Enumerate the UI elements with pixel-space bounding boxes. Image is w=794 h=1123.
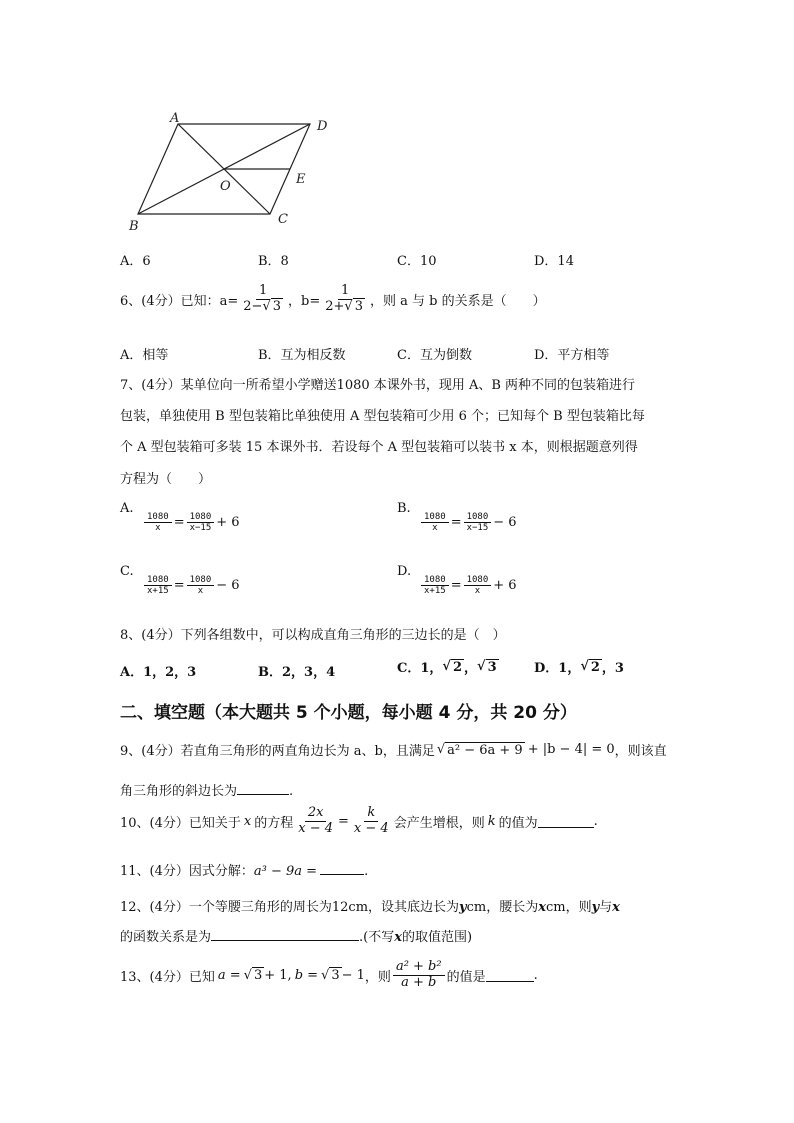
q8-option-c: C．1， √ 2 ， √ 3 <box>397 659 497 676</box>
q12-line1-text: 12、(4分）一个等腰三角形的周长为12cm，设其底边长为 <box>120 900 460 915</box>
q9-radicand: a² − 6a + 9 <box>447 742 523 758</box>
label-d: D <box>317 119 328 134</box>
label-o: O <box>220 179 231 194</box>
q9-line-1: 9、(4分）若直角三角形的两直角边长为 a、b，且满足 √ a² − 6a + 9 + |b − 4| = 0 ，则该直 <box>120 742 667 759</box>
q11-end: . <box>364 864 369 879</box>
q10-den2: x − 4 <box>353 820 389 836</box>
q8-c-sep: ， <box>464 661 478 676</box>
q11-answer-blank[interactable] <box>320 862 364 875</box>
q9-abs: + |b − 4| = 0 <box>527 742 615 757</box>
q6-option-c: C．互为倒数 <box>397 348 472 363</box>
q7-c-l-num: 1080 <box>144 575 172 586</box>
q7-d-frac-right <box>464 575 492 597</box>
q8-option-b: B．2，3，4 <box>258 665 336 680</box>
q8-stem: 8、(4分）下列各组数中，可以构成直角三角形的三边长的是（ ） <box>120 628 506 643</box>
q6-option-d: D．平方相等 <box>534 348 610 363</box>
q10-stem <box>120 806 598 837</box>
parallelogram-figure <box>120 108 340 238</box>
q9-post: ，则该直 <box>614 744 667 759</box>
q8-d-sqrt2: 2 <box>590 659 600 675</box>
q13-fraction <box>393 960 445 991</box>
q6-a-den-int: 2− <box>243 298 263 314</box>
question-6-stem <box>120 284 546 315</box>
q12-line-1 <box>120 896 620 915</box>
q10-num2: k <box>364 806 378 822</box>
q8-d-tail: ，3 <box>601 661 624 676</box>
q13-stem: 13、(4分）已知 a = √ 3 + 1, b = √ 3 − 1 ，则 $\frac{\text{a² + b²}}{a + b}$ 的值是 . <box>120 959 538 990</box>
q9-end: . <box>289 784 294 799</box>
q7-b-eq: = <box>450 515 462 531</box>
q7-c-eq: = <box>173 578 185 594</box>
label-a: A <box>170 111 180 126</box>
q10-pre: 10、(4分）已知关于 <box>120 815 241 831</box>
q13-mid: ，则 <box>364 969 391 985</box>
q7-d-tail: + 6 <box>493 578 517 594</box>
q7-line-2: 包装，单独使用 B 型包装箱比单独使用 A 型包装箱可少用 6 个；已知每个 B 型包装箱比每 <box>120 409 645 424</box>
q13-cond-a: a = <box>217 967 241 983</box>
q6-prefix: 6、(4分）已知：a= <box>120 293 239 309</box>
q12-answer-blank[interactable] <box>211 928 359 941</box>
q12-x2: x <box>612 900 620 915</box>
q7-option-a-equation <box>142 512 240 534</box>
q13-den: a + b <box>401 974 437 990</box>
q7-a-tail: + 6 <box>216 515 240 531</box>
q10-den1: x − 4 <box>298 820 334 836</box>
q5-option-c: C．10 <box>397 254 437 269</box>
q8-option-d: D．1， √ 2 ，3 <box>534 659 624 676</box>
q9-answer-blank[interactable] <box>237 782 289 795</box>
q6-fraction-a <box>240 284 286 315</box>
q7-line-3: 个 A 型包装箱可多装 15 本课外书．若设每个 A 型包装箱可以装书 x 本，则根据题意列得 <box>120 440 638 455</box>
q7-line-1: 7、(4分）某单位向一所希望小学赠送1080 本课外书，现用 A、B 两种不同的包装箱进行 <box>120 378 636 393</box>
q7-b-frac-left <box>421 512 449 534</box>
q7-d-eq: = <box>450 578 462 594</box>
q7-c-l-den: x+15 <box>147 586 169 597</box>
q12-line2-tail: 的取值范围) <box>402 930 473 945</box>
q13-post: 的值是 <box>446 969 486 985</box>
q6-a-radicand: 3 <box>272 298 282 314</box>
q6-b-eq: ，b= <box>288 293 321 309</box>
q7-option-b-equation <box>419 512 517 534</box>
q7-option-b-label: B. <box>397 501 411 516</box>
q7-b-l-num: 1080 <box>421 512 449 523</box>
q13-minus1: − 1 <box>341 967 365 983</box>
q10-eq: = <box>338 813 349 829</box>
q6-a-den: 2−√ 3 <box>243 298 282 314</box>
q7-b-r-num: 1080 <box>464 512 492 523</box>
q6-fraction-b <box>322 284 368 315</box>
q13-a-radicand: 3 <box>253 968 263 984</box>
q10-fraction-right <box>351 806 392 837</box>
q12-and: 与 <box>599 900 613 915</box>
q12-x3: x <box>394 930 402 945</box>
q7-line-4: 方程为（ ） <box>120 472 212 487</box>
q7-a-eq: = <box>173 515 185 531</box>
q7-c-frac-right <box>187 575 215 597</box>
q5-option-b: B．8 <box>258 254 289 269</box>
q7-option-c-equation <box>142 575 240 597</box>
q7-a-r-num: 1080 <box>187 512 215 523</box>
q12-line2-text: 的函数关系是为 <box>120 930 212 945</box>
q7-option-c-label: C. <box>120 564 134 579</box>
q7-d-r-den: x <box>474 586 481 597</box>
q7-c-frac-left <box>144 575 172 597</box>
q7-c-r-den: x <box>197 586 204 597</box>
q12-y: y <box>459 900 467 915</box>
q8-d-pre: D．1， <box>534 661 581 676</box>
q7-option-d-equation <box>419 575 517 597</box>
q7-a-r-den: x−15 <box>189 523 212 534</box>
q7-c-r-num: 1080 <box>187 575 215 586</box>
q10-k: k <box>487 813 496 829</box>
q7-d-l-num: 1080 <box>421 575 449 586</box>
q12-cm1: cm，腰长为 <box>466 900 539 915</box>
q10-end: . <box>593 813 598 829</box>
q6-b-den: 2+√ 3 <box>325 298 363 314</box>
q8-c-sqrt3: 3 <box>487 659 497 675</box>
q7-a-frac-left <box>144 512 172 534</box>
q11-expr: a³ − 9a = <box>253 864 318 879</box>
q10-num1: 2x <box>305 806 327 822</box>
q7-option-a-label: A. <box>120 501 134 516</box>
q7-d-r-num: 1080 <box>464 575 492 586</box>
q12-y2: y <box>591 900 600 915</box>
q7-option-d-label: D. <box>397 564 412 579</box>
q7-a-frac-right <box>187 512 215 534</box>
q7-c-tail: − 6 <box>216 578 240 594</box>
q12-line-2 <box>120 926 472 945</box>
q11-stem <box>120 860 368 879</box>
q8-c-pre: C．1， <box>397 661 443 676</box>
q10-post2: 的值为 <box>498 815 538 831</box>
q7-a-l-den: x <box>155 523 161 534</box>
q7-d-frac-left <box>421 575 449 597</box>
q6-b-den-int: 2+ <box>325 298 345 314</box>
q6-option-a: A．相等 <box>120 348 169 363</box>
section-2-title: 二、填空题（本大题共 5 个小题，每小题 4 分，共 20 分） <box>120 703 577 723</box>
q9-line2-text: 角三角形的斜边长为 <box>120 784 238 799</box>
q9-line-2 <box>120 780 293 799</box>
q6-option-b: B．互为相反数 <box>258 348 346 363</box>
q7-b-frac-right <box>464 512 492 534</box>
q7-b-l-den: x <box>432 523 438 534</box>
q8-option-a: A．1，2，3 <box>120 665 197 680</box>
q11-pre: 11、(4分）因式分解： <box>120 864 254 879</box>
q9-pre: 9、(4分）若直角三角形的两直角边长为 a、b，且满足 <box>120 744 435 759</box>
q6-b-radicand: 3 <box>354 298 363 314</box>
q13-pre: 13、(4分）已知 <box>120 969 215 985</box>
label-e: E <box>296 172 306 187</box>
label-c: C <box>278 212 288 227</box>
q10-answer-blank[interactable] <box>538 815 594 828</box>
q10-fraction-left <box>295 806 336 837</box>
q5-option-a: A．6 <box>120 254 151 269</box>
label-b: B <box>129 219 139 234</box>
q5-option-d: D．14 <box>534 254 574 269</box>
q12-x: x <box>538 900 546 915</box>
q8-c-sqrt2: 2 <box>452 659 462 675</box>
q13-cond-b: b = <box>294 967 319 983</box>
q7-d-l-den: x+15 <box>424 586 446 597</box>
q12-line2-end: .(不写 <box>359 930 395 945</box>
q13-answer-blank[interactable] <box>486 969 534 982</box>
q12-cm2: cm，则 <box>545 900 592 915</box>
q13-num: a² + b² <box>393 960 445 976</box>
q13-b-radicand: 3 <box>331 968 340 984</box>
q7-b-tail: − 6 <box>493 515 517 531</box>
q10-x: x <box>243 813 252 829</box>
q7-a-l-num: 1080 <box>144 512 172 523</box>
q6-suffix: ，则 a 与 b 的关系是（ ） <box>369 293 546 309</box>
q6-a-num: 1 <box>256 284 270 300</box>
q10-mid: 的方程 <box>254 815 294 831</box>
q7-b-r-den: x−15 <box>466 523 489 534</box>
q6-b-num: 1 <box>338 284 352 300</box>
q13-plus1: + 1, <box>264 967 292 983</box>
q10-post: 会产生增根，则 <box>393 815 485 831</box>
q13-end: . <box>533 967 538 983</box>
